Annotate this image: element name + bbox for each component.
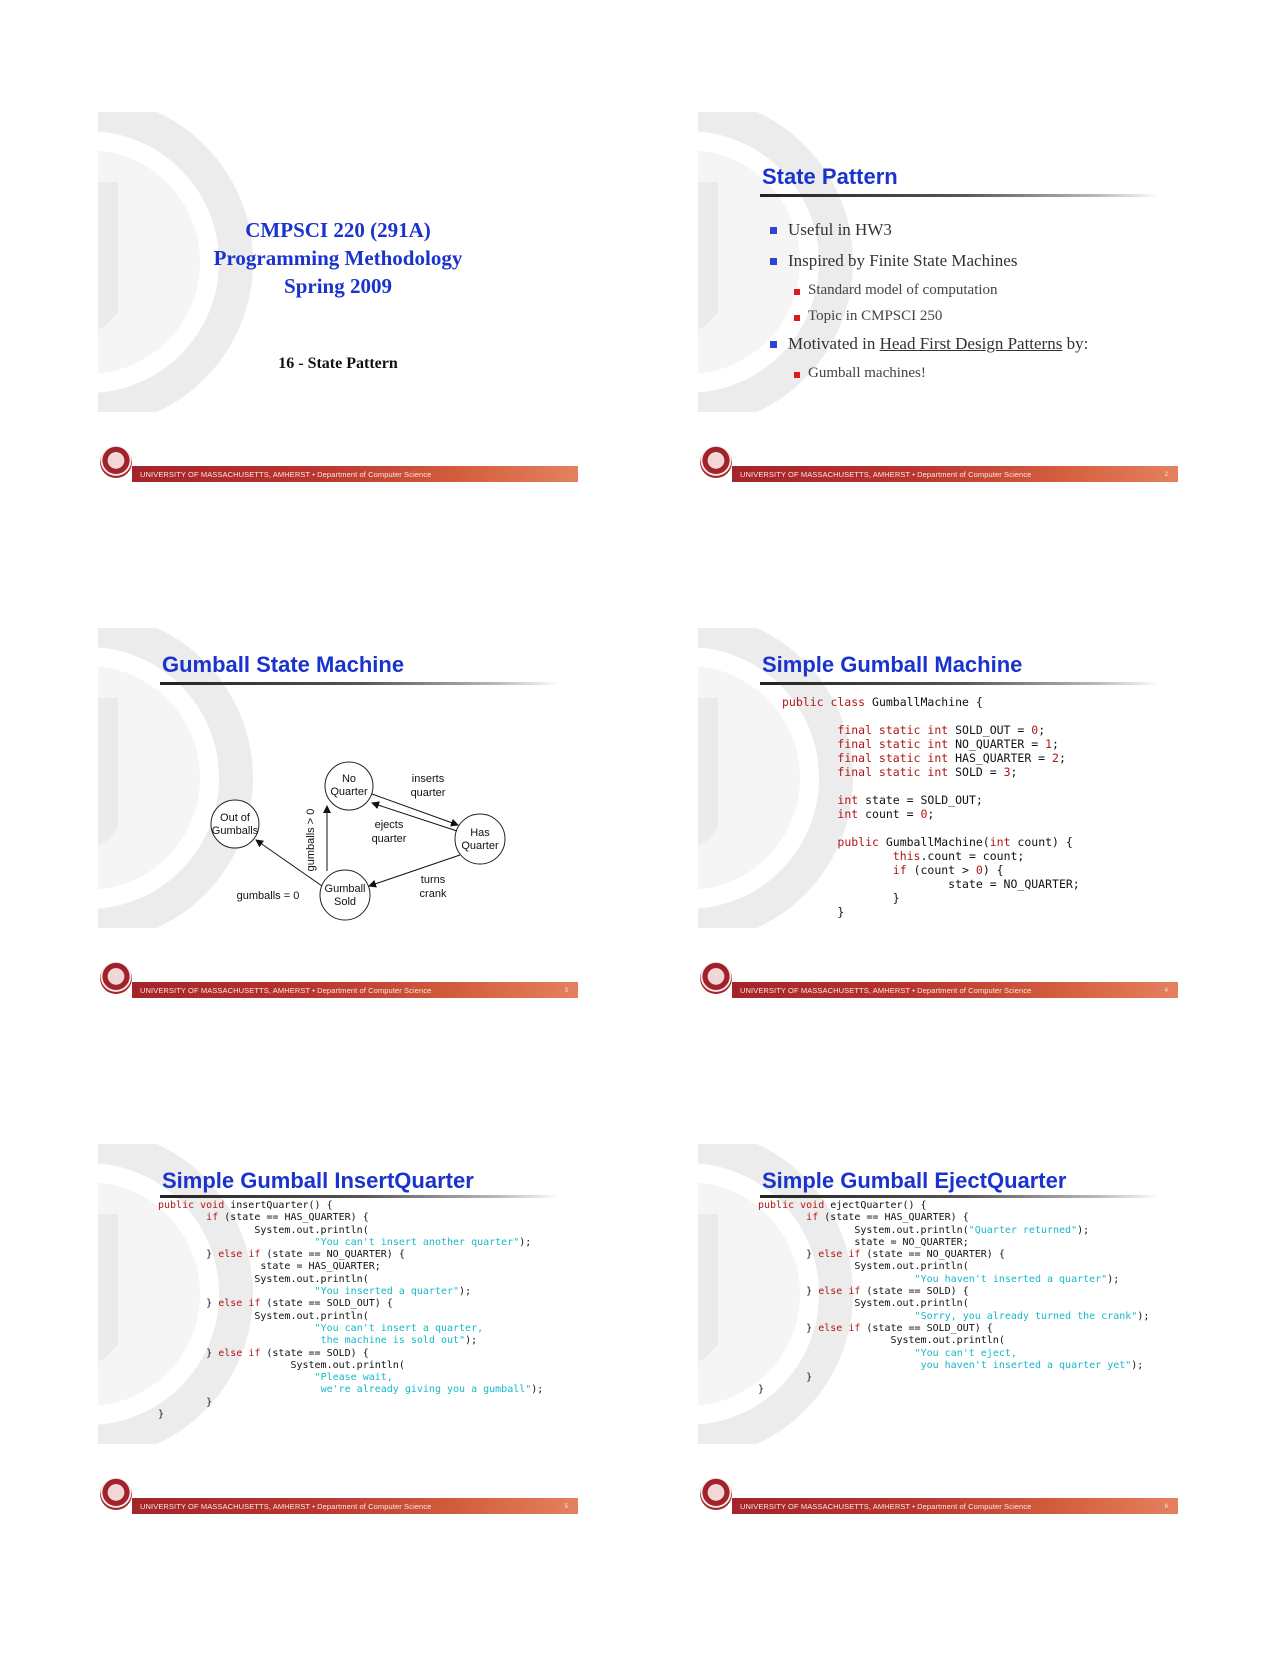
sub-bullet-item: Topic in CMPSCI 250 <box>766 308 1088 334</box>
umass-logo-icon <box>700 1478 732 1510</box>
code-keyword: 0 <box>920 807 928 821</box>
sub-bullet-marker-icon <box>794 372 800 378</box>
code-text: ); <box>531 1384 544 1396</box>
umass-logo-icon <box>100 446 132 478</box>
lecture-subtitle: 16 - State Pattern <box>278 355 398 372</box>
code-line <box>782 779 1080 793</box>
code-line <box>758 1372 1149 1384</box>
code-text: state = HAS_QUARTER; <box>158 1261 381 1273</box>
code-text: ; <box>1010 765 1018 779</box>
code-string: "You can't eject, <box>914 1347 1017 1359</box>
code-text: System.out.println( <box>758 1335 1005 1347</box>
code-keyword: if <box>806 1212 825 1224</box>
slide-footer <box>98 446 578 482</box>
code-line <box>158 1409 543 1421</box>
code-block <box>158 1200 543 1421</box>
code-text: SOLD = <box>955 765 1004 779</box>
code-line <box>158 1212 543 1224</box>
code-text: state = NO_QUARTER; <box>782 877 1080 891</box>
footer-text: UNIVERSITY OF MASSACHUSETTS, AMHERST • Department of Computer Science <box>140 470 432 479</box>
code-text: insertQuarter() { <box>230 1200 333 1211</box>
code-line <box>782 835 1080 849</box>
slide-3 <box>98 628 578 998</box>
transition-turns-crank <box>369 855 460 900</box>
code-text: } <box>758 1322 819 1334</box>
code-line <box>782 863 1080 877</box>
slide-footer <box>698 1478 1178 1514</box>
slide-number: 5 <box>564 1504 568 1510</box>
code-line <box>782 765 1080 779</box>
code-string: the machine is sold out" <box>320 1335 466 1347</box>
bullet-list <box>766 220 1088 391</box>
code-keyword: if <box>206 1212 225 1224</box>
code-keyword: if <box>892 863 914 877</box>
code-text <box>158 1384 321 1395</box>
code-text: (state == SOLD) { <box>266 1347 369 1359</box>
code-text: (state == HAS_QUARTER) { <box>224 1212 369 1224</box>
svg-text:No: No <box>341 773 357 785</box>
code-line <box>758 1348 1149 1360</box>
code-line <box>158 1311 543 1323</box>
bullet-item: Useful in HW3 <box>766 220 1088 251</box>
code-line <box>758 1249 1149 1261</box>
footer-text: UNIVERSITY OF MASSACHUSETTS, AMHERST • Department of Computer Science <box>740 986 1032 995</box>
code-text <box>782 793 837 807</box>
svg-text:inserts: inserts <box>411 773 445 785</box>
state-machine-diagram <box>98 628 578 958</box>
code-line <box>782 723 1080 737</box>
code-keyword: final static int <box>837 765 956 779</box>
code-line <box>158 1372 543 1384</box>
code-keyword: else if <box>818 1249 867 1261</box>
code-block <box>782 695 1080 919</box>
code-text: count = <box>865 807 921 821</box>
code-line <box>158 1397 543 1409</box>
slide-title: Simple Gumball Machine <box>762 652 1023 677</box>
slide-footer <box>98 1478 578 1514</box>
code-string: "You inserted a quarter" <box>314 1286 460 1298</box>
code-line <box>758 1360 1149 1372</box>
umass-logo-icon <box>100 1478 132 1510</box>
slide-5 <box>98 1144 578 1514</box>
code-text: GumballMachine { <box>872 695 983 709</box>
umass-logo-icon <box>700 446 732 478</box>
state-no-quarter <box>325 762 373 810</box>
code-line <box>158 1348 543 1360</box>
code-text <box>158 1237 315 1248</box>
code-text <box>782 723 837 737</box>
code-text <box>758 1274 915 1285</box>
code-line <box>782 695 1080 709</box>
code-keyword: public class <box>782 695 873 709</box>
code-text: ; <box>927 807 935 821</box>
code-line <box>758 1225 1149 1237</box>
sub-bullet-item: Standard model of computation <box>766 282 1088 308</box>
code-line <box>158 1384 543 1396</box>
code-text: ); <box>1131 1359 1144 1371</box>
code-line <box>158 1298 543 1310</box>
svg-text:Has: Has <box>470 827 490 839</box>
code-line <box>782 737 1080 751</box>
slide-number: 3 <box>564 988 568 994</box>
slide-2 <box>698 112 1178 482</box>
transition-gumballs-gt-0 <box>305 806 327 871</box>
code-text: } <box>758 1372 813 1384</box>
code-text: count) { <box>1017 835 1073 849</box>
code-text <box>158 1212 206 1223</box>
title-rule <box>760 194 1160 197</box>
code-text <box>158 1286 315 1297</box>
svg-text:ejects: ejects <box>374 819 404 831</box>
footer-text: UNIVERSITY OF MASSACHUSETTS, AMHERST • Department of Computer Science <box>140 986 432 995</box>
code-string: we're already giving you a gumball" <box>320 1384 532 1396</box>
code-text: System.out.println( <box>158 1224 369 1236</box>
code-text: ); <box>465 1335 478 1347</box>
code-line <box>782 905 1080 919</box>
code-text <box>782 835 837 849</box>
code-line <box>158 1323 543 1335</box>
svg-text:Quarter: Quarter <box>461 840 499 852</box>
code-text <box>782 807 837 821</box>
code-text: ); <box>1107 1273 1120 1285</box>
code-text: (state == NO_QUARTER) { <box>266 1249 405 1261</box>
state-out-of-gumballs <box>211 800 259 848</box>
slide-footer <box>698 962 1178 998</box>
slide-title: Simple Gumball EjectQuarter <box>762 1168 1067 1193</box>
code-line <box>158 1360 543 1372</box>
code-string: "You can't insert another quarter" <box>314 1236 520 1248</box>
code-text <box>782 863 893 877</box>
code-text <box>158 1323 315 1334</box>
code-block <box>758 1200 1149 1397</box>
slide-footer <box>98 962 578 998</box>
footer-text: UNIVERSITY OF MASSACHUSETTS, AMHERST • Department of Computer Science <box>740 1502 1032 1511</box>
code-line <box>782 793 1080 807</box>
code-line <box>158 1225 543 1237</box>
code-keyword: public void <box>158 1200 231 1211</box>
code-string: you haven't inserted a quarter yet" <box>920 1359 1132 1371</box>
sub-bullet-marker-icon <box>794 289 800 295</box>
svg-text:Out of: Out of <box>220 812 250 824</box>
code-text: } <box>758 1384 765 1396</box>
code-string: "Please wait, <box>314 1372 393 1384</box>
code-line <box>758 1200 1149 1212</box>
sub-bullet-item: Gumball machines! <box>766 365 1088 391</box>
code-text: (state == NO_QUARTER) { <box>866 1249 1005 1261</box>
code-text: .count = count; <box>920 849 1025 863</box>
code-text: SOLD_OUT = <box>955 723 1032 737</box>
code-text: state = SOLD_OUT; <box>865 793 983 807</box>
code-text <box>782 849 893 863</box>
code-text: (state == SOLD) { <box>866 1286 969 1298</box>
code-string: "Quarter returned" <box>968 1224 1078 1236</box>
title-rule <box>160 1195 560 1198</box>
svg-text:quarter: quarter <box>371 833 407 845</box>
code-text: HAS_QUARTER = <box>955 751 1053 765</box>
code-text: } <box>158 1249 219 1261</box>
slide-title: State Pattern <box>762 164 898 189</box>
code-line <box>758 1298 1149 1310</box>
code-keyword: else if <box>818 1286 867 1298</box>
code-string: "You can't insert a quarter, <box>314 1322 484 1334</box>
state-has-quarter <box>455 814 505 864</box>
code-line <box>158 1237 543 1249</box>
code-keyword: final static int <box>837 723 956 737</box>
code-text: } <box>782 891 900 905</box>
code-text: System.out.println( <box>758 1224 969 1236</box>
code-keyword: 1 <box>1045 737 1053 751</box>
svg-text:Quarter: Quarter <box>330 786 368 798</box>
code-line <box>782 849 1080 863</box>
code-text: ) { <box>982 863 1004 877</box>
code-text: ejectQuarter() { <box>830 1200 927 1211</box>
code-line <box>758 1384 1149 1396</box>
slide-6 <box>698 1144 1178 1514</box>
title-rule <box>760 1195 1160 1198</box>
bullet-marker-icon <box>770 258 777 265</box>
svg-text:Gumball: Gumball <box>324 883 366 895</box>
code-text: state = NO_QUARTER; <box>758 1236 969 1248</box>
code-text: ); <box>459 1286 472 1298</box>
bullet-marker-icon <box>770 341 777 348</box>
code-text: (state == HAS_QUARTER) { <box>824 1212 969 1224</box>
code-text: ); <box>1077 1224 1090 1236</box>
code-keyword: int <box>837 807 866 821</box>
code-text <box>758 1212 806 1223</box>
code-line <box>158 1286 543 1298</box>
code-text: (count > <box>913 863 976 877</box>
code-line <box>158 1335 543 1347</box>
code-keyword: public <box>837 835 886 849</box>
code-text: ; <box>1052 737 1059 751</box>
footer-text: UNIVERSITY OF MASSACHUSETTS, AMHERST • Department of Computer Science <box>140 1502 432 1511</box>
code-keyword: this <box>892 849 921 863</box>
code-line <box>758 1274 1149 1286</box>
code-line <box>782 807 1080 821</box>
svg-text:turns: turns <box>420 874 446 886</box>
code-text <box>782 751 837 765</box>
umass-logo-icon <box>100 962 132 994</box>
code-line <box>782 751 1080 765</box>
code-keyword: int <box>989 835 1018 849</box>
course-title: CMPSCI 220 (291A) Programming Methodology Spring 2009 <box>213 218 463 298</box>
code-line <box>758 1311 1149 1323</box>
slide-number: 4 <box>1164 988 1168 994</box>
title-rule <box>760 682 1160 685</box>
slide-4 <box>698 628 1178 998</box>
sub-bullet-marker-icon <box>794 315 800 321</box>
book-title: Head First Design Patterns <box>879 334 1063 353</box>
code-text: } <box>758 1286 819 1298</box>
code-text <box>758 1311 915 1322</box>
code-text <box>782 765 837 779</box>
code-text: System.out.println( <box>158 1310 369 1322</box>
code-keyword: else if <box>218 1298 267 1310</box>
code-text: ); <box>1137 1310 1150 1322</box>
slide-footer <box>698 446 1178 482</box>
code-text: (state == SOLD_OUT) { <box>866 1322 993 1334</box>
svg-text:Gumballs: Gumballs <box>211 825 259 837</box>
code-text <box>758 1360 921 1371</box>
code-keyword: else if <box>818 1322 867 1334</box>
code-line <box>782 891 1080 905</box>
code-string: "Sorry, you already turned the crank" <box>914 1310 1138 1322</box>
code-keyword: 0 <box>975 863 983 877</box>
code-text: (state == SOLD_OUT) { <box>266 1298 393 1310</box>
code-keyword: int <box>837 793 866 807</box>
code-keyword: final static int <box>837 751 956 765</box>
code-text: System.out.println( <box>158 1359 405 1371</box>
code-line <box>758 1212 1149 1224</box>
code-line <box>158 1249 543 1261</box>
code-text <box>158 1372 315 1383</box>
code-keyword: public void <box>758 1200 831 1211</box>
code-line <box>758 1237 1149 1249</box>
code-text: ; <box>1038 723 1046 737</box>
code-string: "You haven't inserted a quarter" <box>914 1273 1108 1285</box>
code-line <box>758 1323 1149 1335</box>
svg-text:quarter: quarter <box>410 787 446 799</box>
code-text: } <box>158 1298 219 1310</box>
code-text: } <box>158 1409 165 1421</box>
code-text: System.out.println( <box>158 1273 369 1285</box>
code-line <box>158 1274 543 1286</box>
code-text: GumballMachine( <box>885 835 990 849</box>
code-text: } <box>158 1396 213 1408</box>
slide-1 <box>98 112 578 482</box>
code-line <box>158 1200 543 1212</box>
svg-text:gumballs = 0: gumballs = 0 <box>236 890 300 902</box>
state-gumball-sold <box>320 870 370 920</box>
code-keyword: else if <box>218 1249 267 1261</box>
svg-text:crank: crank <box>419 888 447 900</box>
code-keyword: final static int <box>837 737 956 751</box>
code-line <box>758 1261 1149 1273</box>
bullet-marker-icon <box>770 227 777 234</box>
code-line <box>782 877 1080 891</box>
code-line <box>158 1261 543 1273</box>
bullet-item: Inspired by Finite State Machines <box>766 251 1088 282</box>
code-text: NO_QUARTER = <box>955 737 1046 751</box>
code-text <box>158 1335 321 1346</box>
code-line <box>782 821 1080 835</box>
slide-title: Simple Gumball InsertQuarter <box>162 1168 474 1193</box>
slide-number: 6 <box>1164 1504 1168 1510</box>
svg-text:Sold: Sold <box>333 896 357 908</box>
slide-number: 2 <box>1164 472 1168 478</box>
code-text <box>782 737 837 751</box>
code-line <box>758 1286 1149 1298</box>
code-keyword: 2 <box>1052 751 1059 765</box>
slide-title: Gumball State Machine <box>162 652 405 677</box>
code-line <box>758 1335 1149 1347</box>
umass-logo-icon <box>700 962 732 994</box>
code-line <box>782 709 1080 723</box>
code-keyword: else if <box>218 1347 267 1359</box>
footer-text: UNIVERSITY OF MASSACHUSETTS, AMHERST • Department of Computer Science <box>740 470 1032 479</box>
svg-text:gumballs > 0: gumballs > 0 <box>305 808 317 872</box>
code-text: } <box>158 1347 219 1359</box>
code-text: System.out.println( <box>758 1298 969 1310</box>
code-text: System.out.println( <box>758 1261 969 1273</box>
code-keyword: 0 <box>1031 723 1039 737</box>
bullet-item: Motivated in Head First Design Patterns by: <box>766 334 1088 365</box>
code-text: ); <box>519 1236 532 1248</box>
code-text: } <box>758 1249 819 1261</box>
code-text: } <box>782 905 845 919</box>
code-text: ; <box>1058 751 1066 765</box>
code-text <box>758 1348 915 1359</box>
code-keyword: 3 <box>1003 765 1011 779</box>
